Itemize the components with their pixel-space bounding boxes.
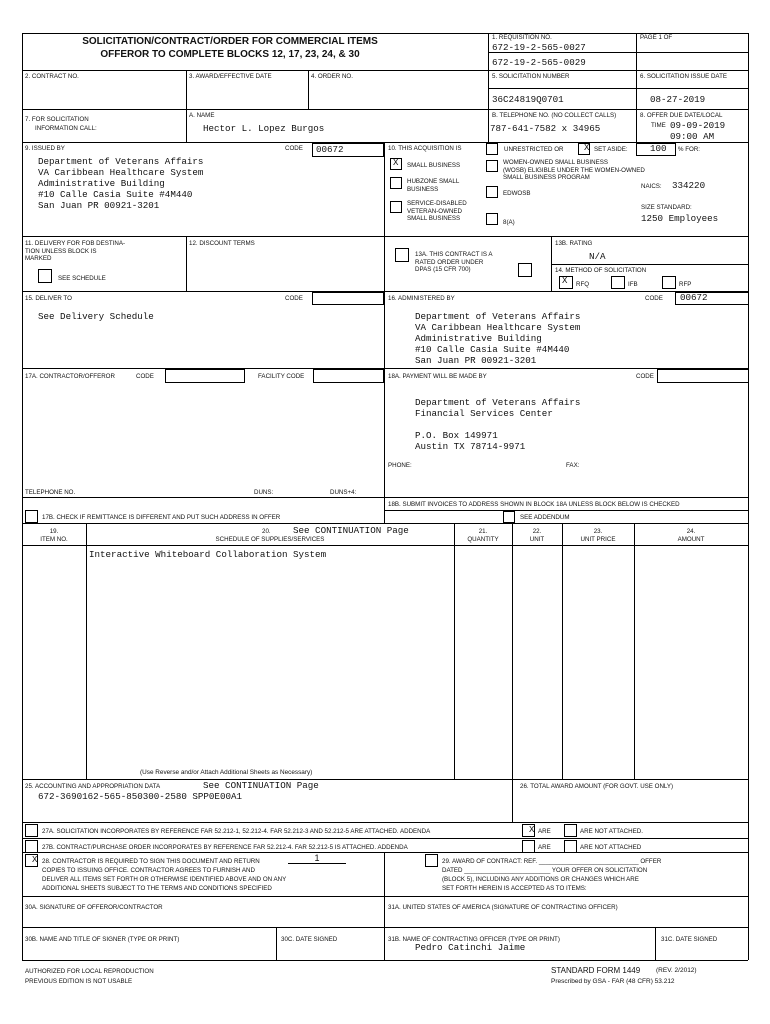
solicitation-no-value[interactable]: 36C24819Q0701: [492, 94, 564, 105]
duns-label: DUNS:: [254, 489, 274, 496]
issued-by-address[interactable]: Department of Veterans Affairs VA Caribbean Healthcare System Administrative Building #10 Calle Casia Suite #4M440 San Juan PR 00921-3201: [38, 156, 204, 211]
offer-due-time[interactable]: 09:00 AM: [670, 131, 715, 142]
order-no-label: 4. ORDER NO.: [311, 73, 353, 80]
28-text-2: COPIES TO ISSUING OFFICE. CONTRACTOR AGREES TO FURNISH AND: [42, 867, 255, 874]
small-business-mark: X: [393, 158, 399, 168]
see-schedule-checkbox[interactable]: [38, 269, 52, 283]
offer-time-label: TIME: [651, 122, 666, 129]
issue-date-label: 6. SOLICITATION ISSUE DATE: [640, 73, 727, 80]
form-title: [30, 36, 430, 60]
rated-order-checkbox[interactable]: [395, 248, 409, 262]
info-call-label-2: INFORMATION CALL:: [35, 125, 97, 132]
29-award-3: (BLOCK 5), INCLUDING ANY ADDITIONS OR CHANGES WHICH ARE: [442, 876, 639, 883]
items-footnote: (Use Reverse and/or Attach Additional Sheets as Necessary): [140, 769, 313, 776]
usa-signature-label: 31A. UNITED STATES OF AMERICA (SIGNATURE OF CONTRACTING OFFICER): [388, 904, 618, 911]
schedule-continuation[interactable]: See CONTINUATION Page: [293, 525, 409, 536]
admin-code-value[interactable]: 00672: [680, 292, 708, 303]
rfq-label: RFQ: [576, 281, 590, 288]
see-addendum-label: SEE ADDENDUM: [520, 514, 570, 521]
facility-code-box[interactable]: [313, 369, 384, 383]
info-call-label-1: 7. FOR SOLICITATION: [25, 116, 89, 123]
form-revision: (REV. 2/2012): [656, 967, 697, 974]
remittance-label: 17B. CHECK IF REMITTANCE IS DIFFERENT AND PUT SUCH ADDRESS IN OFFER: [42, 514, 281, 521]
col-unit-price: 23. UNIT PRICE: [580, 528, 616, 543]
contact-phone-value[interactable]: 787-641-7582 x 34965: [490, 123, 601, 134]
offer-due-label: 8. OFFER DUE DATE/LOCAL: [640, 112, 723, 119]
ifb-label: IFB: [628, 281, 638, 288]
col-amount: 24. AMOUNT: [677, 528, 705, 543]
naics-label: NAICS:: [641, 183, 662, 190]
col-schedule-label: SCHEDULE OF SUPPLIES/SERVICES: [215, 536, 325, 543]
size-standard-label: SIZE STANDARD:: [641, 204, 692, 211]
total-award-label: 26. TOTAL AWARD AMOUNT (FOR GOVT. USE ONLY): [520, 783, 674, 790]
ifb-checkbox[interactable]: [611, 276, 625, 289]
offeror-signature-label: 30A. SIGNATURE OF OFFEROR/CONTRACTOR: [25, 904, 163, 911]
col-quantity: 21. QUANTITY: [467, 528, 499, 543]
col-schedule-num: 20.: [262, 528, 271, 535]
requisition-no-1[interactable]: 672-19-2-565-0027: [492, 42, 586, 53]
item-description[interactable]: Interactive Whiteboard Collaboration System: [89, 549, 327, 560]
title-line-2: OFFEROR TO COMPLETE BLOCKS 12, 17, 23, 24, & 30: [100, 49, 360, 60]
rated-order-label: 13A. THIS CONTRACT IS A RATED ORDER UNDER DPAS (15 CFR 700): [415, 251, 493, 273]
naics-value[interactable]: 334220: [672, 180, 706, 191]
date-signed-label: 30C. DATE SIGNED: [281, 936, 338, 943]
contact-phone-label: B. TELEPHONE NO. (NO COLLECT CALLS): [492, 112, 617, 119]
27b-are-not-label: ARE NOT ATTACHED: [580, 844, 642, 851]
form-name: STANDARD FORM 1449: [551, 966, 641, 975]
page-label: PAGE 1 OF: [640, 34, 673, 41]
deliver-to-value[interactable]: See Delivery Schedule: [38, 311, 154, 322]
contractor-code-box[interactable]: [165, 369, 245, 383]
28-text-3: DELIVER ALL ITEMS SET FORTH OR OTHERWISE IDENTIFIED ABOVE AND ON ANY: [42, 876, 287, 883]
col-item-no: 19. ITEM NO.: [40, 528, 68, 543]
contractor-code-label: CODE: [136, 373, 154, 380]
officer-name[interactable]: Pedro Catinchi Jaime: [415, 942, 526, 953]
solicitation-no-label: 5. SOLICITATION NUMBER: [492, 73, 570, 80]
requisition-label: 1. REQUISITION NO.: [492, 34, 552, 41]
payment-address[interactable]: Department of Veterans Affairs Financial Services Center P.O. Box 149971 Austin TX 78714-9971: [415, 397, 581, 452]
29-checkbox[interactable]: [425, 854, 438, 867]
accounting-label: 25. ACCOUNTING AND APPROPRIATION DATA: [25, 783, 161, 790]
method-divider: [551, 264, 748, 265]
form-prescribed: Prescribed by GSA - FAR (48 CFR) 53.212: [551, 978, 675, 985]
signer-label: 30B. NAME AND TITLE OF SIGNER (TYPE OR PRINT): [25, 936, 180, 943]
27b-are-checkbox[interactable]: [522, 840, 535, 853]
submit-invoices-label: 18B. SUBMIT INVOICES TO ADDRESS SHOWN IN BLOCK 18A UNLESS BLOCK BELOW IS CHECKED: [388, 501, 680, 508]
remittance-checkbox[interactable]: [25, 510, 38, 523]
27a-are-mark: X: [529, 825, 535, 835]
deliver-to-code-label: CODE: [285, 295, 303, 302]
contact-name-label: A. NAME: [189, 112, 215, 119]
facility-code-label: FACILITY CODE: [258, 373, 305, 380]
hubzone-checkbox[interactable]: [390, 177, 402, 189]
unrestricted-label: UNRESTRICTED OR: [504, 146, 564, 153]
rating-value[interactable]: N/A: [589, 251, 606, 262]
set-aside-label: SET ASIDE:: [594, 146, 628, 153]
admin-code-label: CODE: [645, 295, 663, 302]
sdvosb-checkbox[interactable]: [390, 201, 402, 213]
edwosb-checkbox[interactable]: [486, 186, 498, 198]
wosb-checkbox[interactable]: [486, 160, 498, 172]
28-text-4: ADDITIONAL SHEETS SUBJECT TO THE TERMS AND CONDITIONS SPECIFIED: [42, 885, 272, 892]
27a-are-label: ARE: [538, 828, 551, 835]
29-award-4: SET FORTH HEREIN IS ACCEPTED AS TO ITEMS:: [442, 885, 587, 892]
27b-are-not-checkbox[interactable]: [564, 840, 577, 853]
eight-a-checkbox[interactable]: [486, 213, 498, 225]
wosb-label: WOMEN-OWNED SMALL BUSINESS (WOSB) ELIGIBLE UNDER THE WOMEN-OWNED SMALL BUSINESS PROGRAM: [503, 159, 645, 181]
27b-label: 27B. CONTRACT/PURCHASE ORDER INCORPORATES BY REFERENCE FAR 52.212-4. FAR 52.212-5 IS ATTACHED. ADDENDA: [42, 844, 408, 851]
col-unit: 22. UNIT: [529, 528, 545, 543]
see-schedule-label: SEE SCHEDULE: [58, 275, 106, 282]
accounting-continuation[interactable]: See CONTINUATION Page: [203, 780, 319, 791]
rated-order-box[interactable]: [518, 263, 532, 277]
rfp-label: RFP: [679, 281, 692, 288]
hubzone-label: HUBZONE SMALL BUSINESS: [407, 178, 460, 193]
set-aside-pct[interactable]: 100: [650, 143, 667, 154]
award-date-label: 3. AWARD/EFFECTIVE DATE: [189, 73, 272, 80]
method-label: 14. METHOD OF SOLICITATION: [555, 267, 647, 274]
offer-due-date[interactable]: 09-09-2019: [670, 120, 726, 131]
size-standard-value[interactable]: 1250 Employees: [641, 213, 719, 224]
27a-checkbox[interactable]: [25, 824, 38, 837]
27b-checkbox[interactable]: [25, 840, 38, 853]
contact-name-value[interactable]: Hector L. Lopez Burgos: [203, 123, 325, 134]
telephone-label: TELEPHONE NO.: [25, 489, 76, 496]
29-award-1: 29. AWARD OF CONTRACT: REF. _____________________________ OFFER: [442, 858, 662, 865]
pct-for-label: % FOR:: [678, 146, 701, 153]
sdvosb-label: SERVICE-DISABLED VETERAN-OWNED SMALL BUSINESS: [407, 200, 467, 222]
administered-by-label: 16. ADMINISTERED BY: [388, 295, 455, 302]
issue-date-value[interactable]: 08-27-2019: [650, 94, 706, 105]
requisition-no-2[interactable]: 672-19-2-565-0029: [492, 57, 586, 68]
see-addendum-checkbox[interactable]: [503, 511, 515, 523]
small-business-label: SMALL BUSINESS: [407, 162, 461, 169]
accounting-data[interactable]: 672-3690162-565-850300-2580 SPP0E00A1: [38, 791, 242, 802]
27a-are-not-label: ARE NOT ATTACHED.: [580, 828, 643, 835]
set-aside-mark: X: [584, 143, 590, 153]
29-award-2: DATED _________________________ YOUR OFFER ON SOLICITATION: [442, 867, 648, 874]
administered-by-address[interactable]: Department of Veterans Affairs VA Caribbean Healthcare System Administrative Building #10 Calle Casia Suite #4M440 San Juan PR 00921-3201: [415, 311, 581, 366]
27a-label: 27A. SOLICITATION INCORPORATES BY REFERENCE FAR 52.212-1, 52.212-4. FAR 52.212-3 AND 52.212-5 ARE ATTACHED. ADDENDA: [42, 828, 431, 835]
fax-label: FAX:: [566, 462, 580, 469]
rfp-checkbox[interactable]: [662, 276, 676, 289]
28-copies[interactable]: 1: [288, 853, 346, 864]
acquisition-label: 10. THIS ACQUISITION IS: [388, 145, 462, 152]
title-line-1: SOLICITATION/CONTRACT/ORDER FOR COMMERCIAL ITEMS: [82, 36, 378, 47]
phone-label: PHONE:: [388, 462, 412, 469]
delivery-fob-label: 11. DELIVERY FOR FOB DESTINA- TION UNLESS BLOCK IS MARKED: [25, 240, 126, 262]
deliver-to-label: 15. DELIVER TO: [25, 295, 72, 302]
contractor-label: 17A. CONTRACTOR/OFFEROR: [25, 373, 115, 380]
deliver-to-code-box: [312, 292, 384, 305]
officer-label: 31B. NAME OF CONTRACTING OFFICER (TYPE OR PRINT): [388, 936, 560, 943]
officer-date-label: 31C. DATE SIGNED: [661, 936, 718, 943]
unrestricted-checkbox[interactable]: [486, 143, 498, 155]
28-mark: X: [32, 855, 38, 865]
issued-by-code[interactable]: 00672: [316, 144, 344, 155]
27a-are-not-checkbox[interactable]: [564, 824, 577, 837]
contract-no-label: 2. CONTRACT NO.: [25, 73, 79, 80]
duns4-label: DUNS+4:: [330, 489, 357, 496]
rfq-mark: X: [562, 276, 568, 286]
issued-by-label: 9. ISSUED BY: [25, 145, 65, 152]
28-text-1: 28. CONTRACTOR IS REQUIRED TO SIGN THIS DOCUMENT AND RETURN: [42, 858, 260, 865]
previous-edition-note: PREVIOUS EDITION IS NOT USABLE: [25, 978, 133, 985]
authorized-note: AUTHORIZED FOR LOCAL REPRODUCTION: [25, 968, 154, 975]
eight-a-label: 8(A): [503, 219, 515, 226]
discount-terms-label: 12. DISCOUNT TERMS: [189, 240, 255, 247]
rating-label: 13B. RATING: [555, 240, 593, 247]
27b-are-label: ARE: [538, 844, 551, 851]
edwosb-label: EDWOSB: [503, 190, 531, 197]
issued-by-code-label: CODE: [285, 145, 303, 152]
payment-label: 18A. PAYMENT WILL BE MADE BY: [388, 373, 487, 380]
payment-code-label: CODE: [636, 373, 654, 380]
payment-code-box[interactable]: [657, 369, 749, 383]
